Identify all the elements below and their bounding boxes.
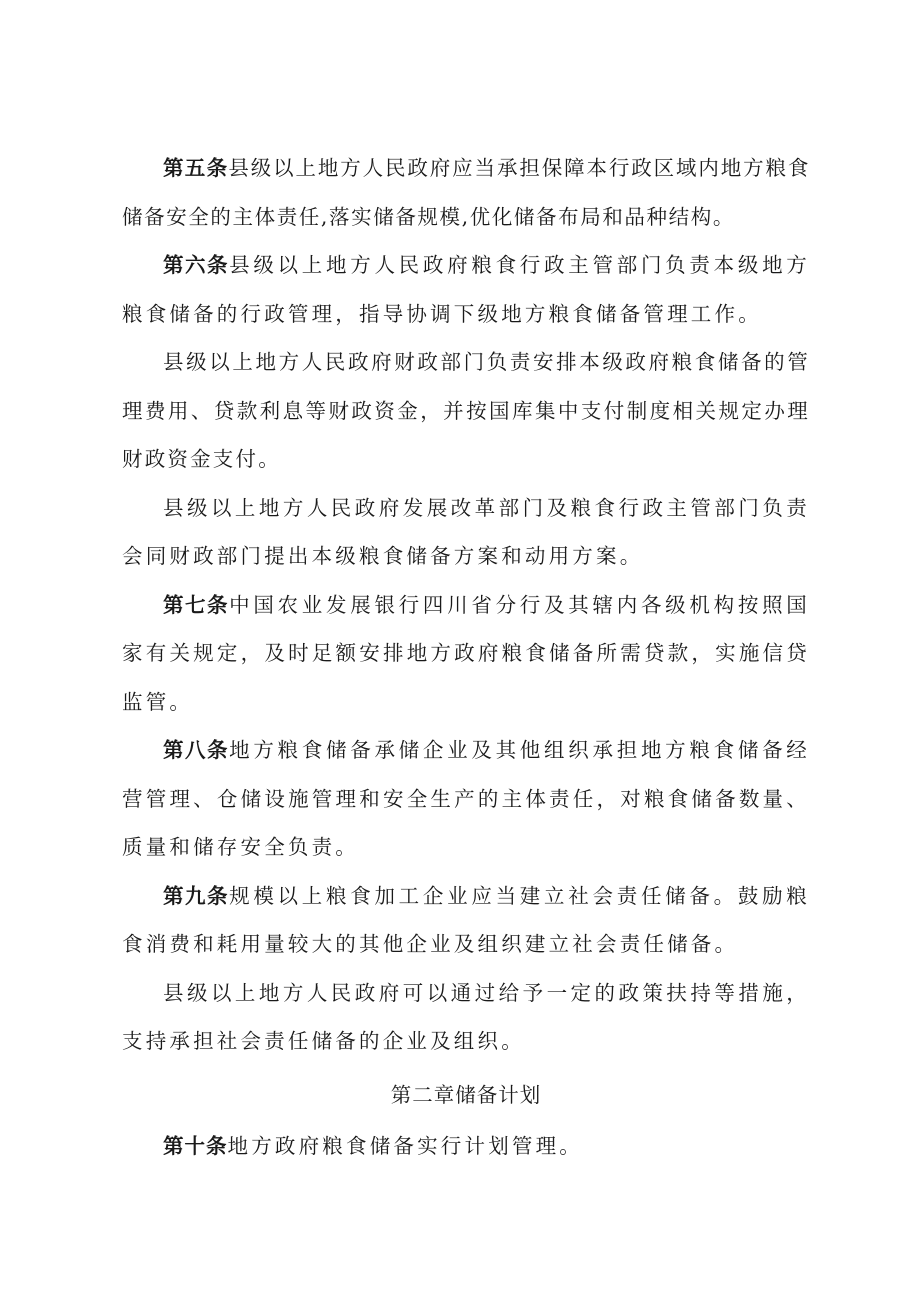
article-10 [122,1122,810,1171]
article-text: 县级以上地方人民政府应当承担保障本行政区域内地方粮食储备安全的主体责任,落实储备规模,优化储备布局和品种结构。 [122,156,811,229]
article-text: 地方粮食储备承储企业及其他组织承担地方粮食储备经营管理、仓储设施管理和安全生产的主体责任，对粮食储备数量、质量和储存安全负责。 [122,738,811,859]
article-text: 县级以上地方人民政府粮食行政主管部门负责本级地方粮食储备的行政管理，指导协调下级地方粮食储备管理工作。 [122,253,811,326]
article-5 [122,144,810,241]
article-label: 第九条 [163,883,230,908]
article-6-para-3 [122,484,810,581]
paragraph-text: 县级以上地方人民政府财政部门负责安排本级政府粮食储备的管理费用、贷款利息等财政资金，并按国库集中支付制度相关规定办理财政资金支付。 [122,350,810,471]
article-label: 第五条 [163,156,229,180]
article-label: 第七条 [163,592,230,617]
article-6-para-2 [122,338,810,484]
article-9 [122,872,810,969]
article-text: 地方政府粮食储备实行计划管理。 [227,1133,583,1158]
article-8 [122,726,810,872]
chapter-title: 第二章储备计划 [390,1082,542,1107]
article-label: 第六条 [163,253,230,277]
article-label: 第八条 [163,738,230,762]
article-text: 规模以上粮食加工企业应当建立社会责任储备。鼓励粮食消费和耗用量较大的其他企业及组织建立社会责任储备。 [122,883,811,956]
article-6 [122,241,810,338]
article-7 [122,581,810,727]
paragraph-text: 县级以上地方人民政府发展改革部门及粮食行政主管部门负责会同财政部门提出本级粮食储备方案和动用方案。 [122,495,810,568]
article-text: 中国农业发展银行四川省分行及其辖内各级机构按照国家有关规定，及时足额安排地方政府粮食储备所需贷款，实施信贷监管。 [122,592,811,714]
article-9-para-2 [122,969,810,1066]
document-page [122,144,810,1170]
paragraph-text: 县级以上地方人民政府可以通过给予一定的政策扶持等措施，支持承担社会责任储备的企业及组织。 [122,980,810,1053]
article-label: 第十条 [163,1133,228,1158]
